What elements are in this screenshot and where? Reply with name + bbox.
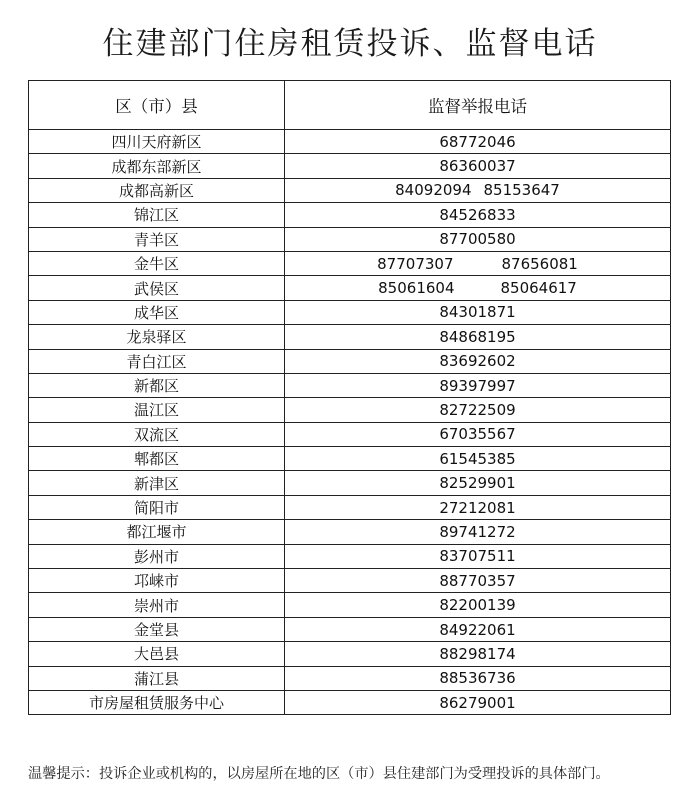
- phone-number: 88770357: [439, 571, 516, 590]
- phone-number: 88536736: [439, 669, 516, 688]
- phone-number: 61545385: [439, 449, 516, 468]
- phone-number: 82722509: [439, 400, 516, 419]
- district-cell: 崇州市: [29, 593, 285, 617]
- phone-number: 82200139: [439, 596, 516, 615]
- phone-cell: [285, 349, 671, 373]
- phone-number: 68772046: [439, 132, 516, 151]
- phone-number: 87656081: [501, 254, 578, 273]
- table-row: [29, 373, 671, 397]
- phone-cell: [285, 300, 671, 324]
- district-cell: 郫都区: [29, 447, 285, 471]
- phone-cell: [285, 617, 671, 641]
- district-cell: 金牛区: [29, 251, 285, 275]
- district-cell: 市房屋租赁服务中心: [29, 690, 285, 714]
- table-row: [29, 203, 671, 227]
- table-row: [29, 471, 671, 495]
- phone-number: 84922061: [439, 620, 516, 639]
- phone-cell: [285, 642, 671, 666]
- phone-cell: [285, 398, 671, 422]
- phone-cell: [285, 422, 671, 446]
- phone-number: 88298174: [439, 644, 516, 663]
- phone-number: 27212081: [439, 498, 516, 517]
- phone-number: 86279001: [439, 693, 516, 712]
- phone-cell: [285, 251, 671, 275]
- phone-number: 84092094: [395, 181, 472, 200]
- phone-cell: [285, 544, 671, 568]
- phone-cell: [285, 447, 671, 471]
- phone-number: 67035567: [439, 425, 516, 444]
- table-row: [29, 398, 671, 422]
- phone-cell: [285, 593, 671, 617]
- district-cell: 蒲江县: [29, 666, 285, 690]
- table-row: [29, 544, 671, 568]
- page-title: 住建部门住房租赁投诉、监督电话: [102, 26, 598, 62]
- table-row: [29, 325, 671, 349]
- phone-number: 89397997: [439, 376, 516, 395]
- header-district: 区（市）县: [29, 81, 285, 130]
- district-cell: 新津区: [29, 471, 285, 495]
- district-cell: 成都东部新区: [29, 154, 285, 178]
- table-row: [29, 666, 671, 690]
- phone-number: 85061604: [378, 279, 455, 298]
- phone-number: 87700580: [439, 230, 516, 249]
- table-row: [29, 154, 671, 178]
- header-phone: 监督举报电话: [285, 81, 671, 130]
- district-cell: 都江堰市: [29, 520, 285, 544]
- district-cell: 四川天府新区: [29, 130, 285, 154]
- phone-cell: [285, 227, 671, 251]
- phone-number: 84526833: [439, 205, 516, 224]
- district-cell: 成华区: [29, 300, 285, 324]
- table-row: [29, 593, 671, 617]
- phone-number: 83692602: [439, 352, 516, 371]
- district-cell: 简阳市: [29, 495, 285, 519]
- phone-table: [28, 80, 671, 715]
- phone-cell: [285, 520, 671, 544]
- phone-number: 84301871: [439, 303, 516, 322]
- phone-number: 83707511: [439, 547, 516, 566]
- district-cell: 金堂县: [29, 617, 285, 641]
- phone-cell: [285, 154, 671, 178]
- table-row: [29, 642, 671, 666]
- district-cell: 锦江区: [29, 203, 285, 227]
- phone-cell: [285, 495, 671, 519]
- district-cell: 彭州市: [29, 544, 285, 568]
- phone-number: 89741272: [439, 522, 516, 541]
- table-row: [29, 569, 671, 593]
- table-row: [29, 300, 671, 324]
- phone-cell: [285, 569, 671, 593]
- district-cell: 邛崃市: [29, 569, 285, 593]
- table-row: [29, 520, 671, 544]
- district-cell: 温江区: [29, 398, 285, 422]
- table-row: [29, 422, 671, 446]
- phone-cell: [285, 203, 671, 227]
- district-cell: 双流区: [29, 422, 285, 446]
- district-cell: 武侯区: [29, 276, 285, 300]
- phone-cell: [285, 325, 671, 349]
- table-row: [29, 178, 671, 202]
- table-row: [29, 617, 671, 641]
- district-cell: 成都高新区: [29, 178, 285, 202]
- district-cell: 大邑县: [29, 642, 285, 666]
- phone-number: 87707307: [377, 254, 454, 273]
- phone-cell: [285, 690, 671, 714]
- phone-number: 85064617: [500, 279, 577, 298]
- table-body: [29, 130, 671, 715]
- table-row: [29, 251, 671, 275]
- district-cell: 龙泉驿区: [29, 325, 285, 349]
- phone-number: 82529901: [439, 474, 516, 493]
- district-cell: 青白江区: [29, 349, 285, 373]
- phone-cell: [285, 130, 671, 154]
- table-row: [29, 349, 671, 373]
- footnote: 温馨提示：投诉企业或机构的，以房屋所在地的区（市）县住建部门为受理投诉的具体部门。: [28, 766, 610, 782]
- phone-cell: [285, 373, 671, 397]
- table-header-row: [29, 81, 671, 130]
- district-cell: 青羊区: [29, 227, 285, 251]
- phone-number: 86360037: [439, 157, 516, 176]
- table-row: [29, 690, 671, 714]
- phone-cell: [285, 666, 671, 690]
- table-row: [29, 447, 671, 471]
- phone-cell: [285, 471, 671, 495]
- district-cell: 新都区: [29, 373, 285, 397]
- table-row: [29, 276, 671, 300]
- phone-number: 85153647: [483, 181, 560, 200]
- table-row: [29, 495, 671, 519]
- phone-cell: [285, 178, 671, 202]
- table-row: [29, 130, 671, 154]
- phone-number: 84868195: [439, 327, 516, 346]
- table-row: [29, 227, 671, 251]
- phone-cell: [285, 276, 671, 300]
